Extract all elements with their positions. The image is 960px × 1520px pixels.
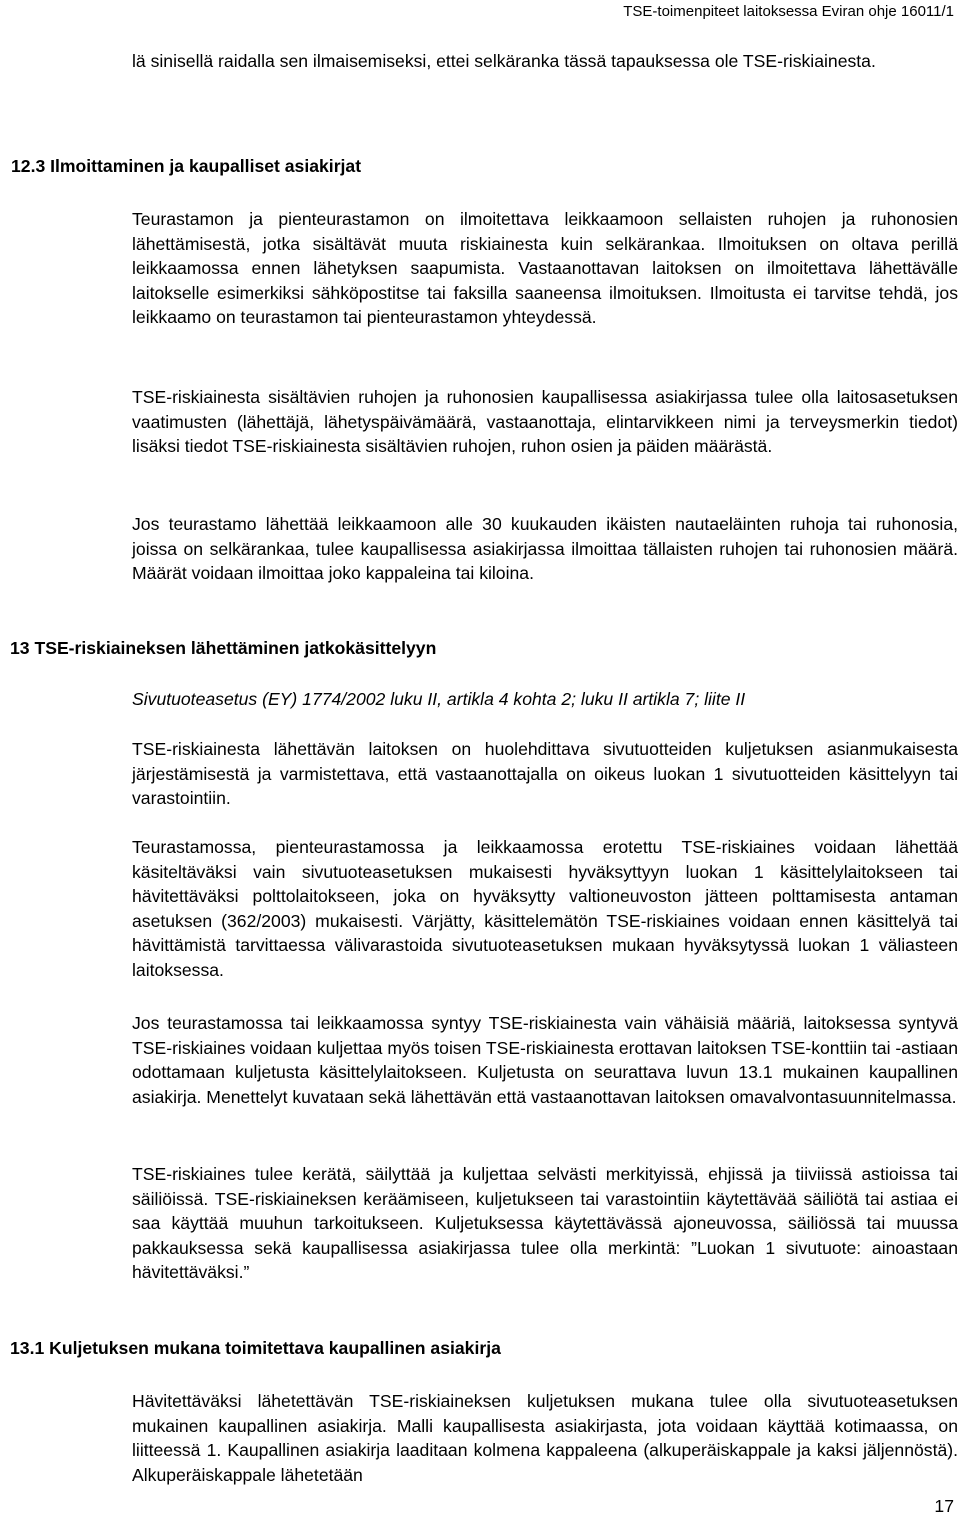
- paragraph-transport-arrangement: TSE-riskiainesta lähettävän laitoksen on huolehdittava sivutuotteiden kuljetuksen asianmukaisesta järjestämisestä ja varmistettava, että vastaanottajalla on oikeus luokan 1 sivutuotteiden käsittelyyn tai varastointiin.: [132, 739, 958, 809]
- paragraph-notification: Teurastamon ja pienteurastamon on ilmoitettava leikkaamoon sellaisten ruhojen ja ruhonosien lähettämisestä, jotka sisältävät muuta riskiainesta kuin selkärankaa. Ilmoituksen on oltava perillä leikkaamossa ennen lähetyksen saapumista. Vastaanottavan laitoksen on ilmoitettava lähettävälle laitokselle esimerkiksi sähköpostitse tai faksilla saaneensa ilmoituksen. Ilmoitusta ei tarvitse tehdä, jos leikkaamo on teurastamon tai pienteurastamon yhteydessä.: [132, 209, 958, 328]
- paragraph-commercial-document-transport: Hävitettäväksi lähetettävän TSE-riskiaineksen kuljetuksen mukana tulee olla sivutuoteasetuksen mukainen kaupallinen asiakirja. Malli kaupallisesta asiakirjasta, jota voidaan käyttää kotimaassa, on liitteessä 1. Kaupallinen asiakirja laaditaan kolmena kappaleena (alkuperäiskappale ja kaksi jäljennöstä). Alkuperäiskappale lähetetään: [132, 1391, 958, 1485]
- section-heading-12-3: 12.3 Ilmoittaminen ja kaupalliset asiakirjat: [11, 156, 362, 176]
- legal-reference: Sivutuoteasetus (EY) 1774/2002 luku II, artikla 4 kohta 2; luku II artikla 7; liite II: [132, 689, 746, 709]
- paragraph-commercial-document: TSE-riskiainesta sisältävien ruhojen ja ruhonosien kaupallisessa asiakirjassa tulee olla laitosasetuksen vaatimusten (lähettäjä, lähetyspäivämäärä, vastaanottaja, elintarvikkeen nimi ja terveysmerkin tiedot) lisäksi tiedot TSE-riskiainesta sisältävien ruhojen, ruhon osien ja päiden määrästä.: [132, 387, 958, 457]
- section-heading-13: 13 TSE-riskiaineksen lähettäminen jatkokäsittelyyn: [10, 638, 437, 658]
- section-heading-13-1: 13.1 Kuljetuksen mukana toimitettava kaupallinen asiakirja: [10, 1338, 501, 1358]
- paragraph-intro: lä sinisellä raidalla sen ilmaisemiseksi, ettei selkäranka tässä tapauksessa ole TSE-riskiainesta.: [132, 51, 876, 71]
- paragraph-small-quantities: Jos teurastamossa tai leikkaamossa syntyy TSE-riskiainesta vain vähäisiä määriä, laitoksessa syntyvä TSE-riskiaines voidaan kuljettaa myös toisen TSE-riskiainesta erottavan laitoksen TSE-konttiin tai -astiaan odottamaan kuljetusta käsittelylaitokseen. Kuljetusta on seurattava luvun 13.1 mukainen kaupallinen asiakirja. Menettelyt kuvataan sekä lähettävän että vastaanottavan laitoksen omavalvontasuunnitelmassa.: [132, 1013, 958, 1107]
- page-number: 17: [934, 1496, 954, 1516]
- paragraph-containers: TSE-riskiaines tulee kerätä, säilyttää ja kuljettaa selvästi merkityissä, ehjissä ja tiiviissä astioissa tai säiliöissä. TSE-riskiaineksen keräämiseen, kuljetukseen tai varastointiin käytettävää säiliötä tai astiaa ei saa käyttää muuhun tarkoitukseen. Kuljetuksessa käytettävässä ajoneuvossa, säiliössä tai muussa pakkauksessa sekä kaupallisessa asiakirjassa tulee olla merkintä: ”Luokan 1 sivutuote: ainoastaan hävitettäväksi.”: [132, 1164, 958, 1283]
- running-header: TSE-toimenpiteet laitoksessa Eviran ohje 16011/1: [623, 3, 954, 20]
- paragraph-cattle-under-30-months: Jos teurastamo lähettää leikkaamoon alle 30 kuukauden ikäisten nautaeläinten ruhoja tai ruhonosia, joissa on selkärankaa, tulee kaupallisessa asiakirjassa ilmoittaa tällaisten ruhojen tai ruhonosien määrä. Määrät voidaan ilmoittaa joko kappaleina tai kiloina.: [132, 514, 958, 584]
- paragraph-processing-plants: Teurastamossa, pienteurastamossa ja leikkaamossa erotettu TSE-riskiaines voidaan lähettää käsiteltäväksi vain sivutuoteasetuksen mukaisesti hyväksyttyyn luokan 1 käsittelylaitokseen tai hävitettäväksi polttolaitokseen, joka on hyväksytty valtioneuvoston jätteen polttamisesta antaman asetuksen (362/2003) mukaisesti. Värjätty, käsittelemätön TSE-riskiaines voidaan ennen käsittelyä tai hävittämistä tarvittaessa välivarastoida sivutuoteasetuksen mukaan hyväksytyssä luokan 1 väliasteen laitoksessa.: [132, 837, 958, 980]
